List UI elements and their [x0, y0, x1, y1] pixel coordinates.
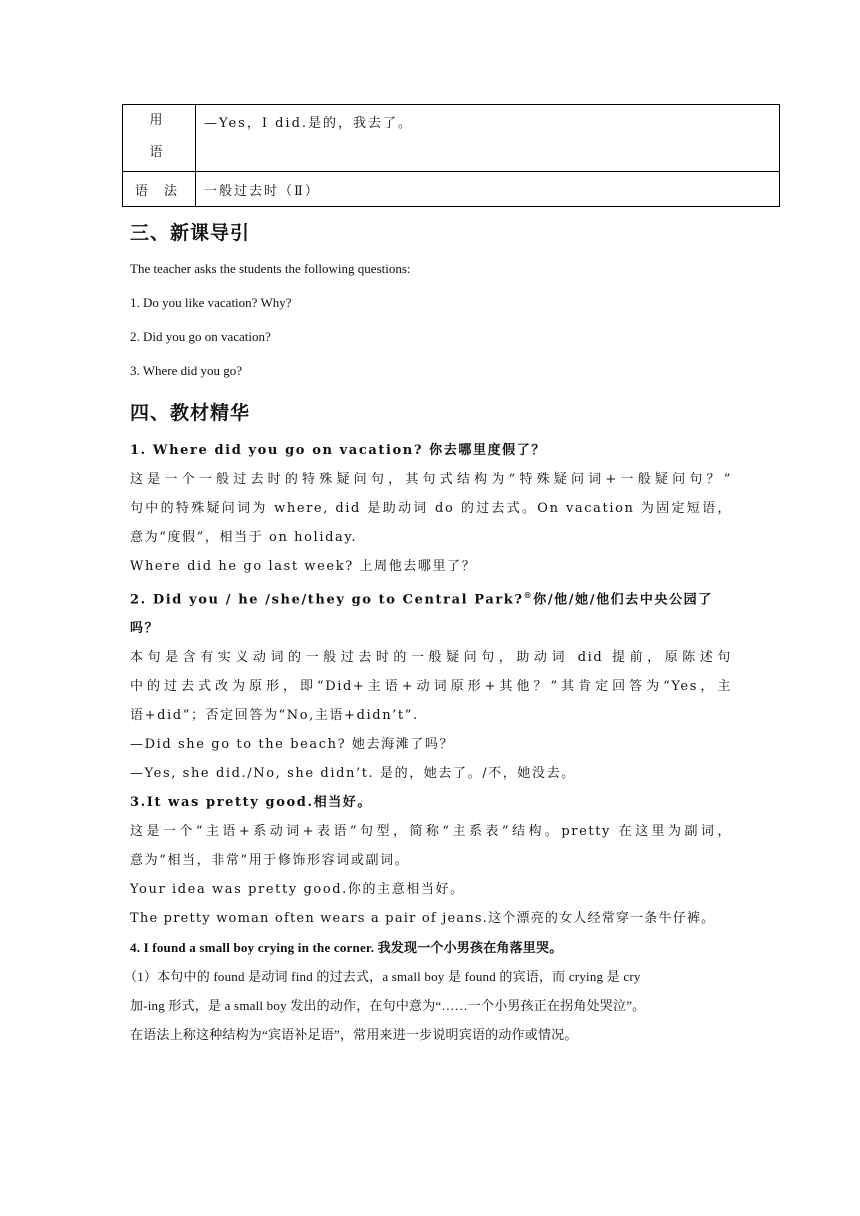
question-item: 3. Where did you go? — [130, 363, 243, 378]
item-line: 句中的特殊疑问词为 where, did 是助动词 do 的过去式。On vacation 为固定短语， — [130, 501, 732, 516]
item-title: 4. I found a small boy crying in the corner. 我发现一个小男孩在角落里哭。 — [130, 940, 563, 956]
item-title: 1. Where did you go on vacation? 你去哪里度假了？ — [130, 443, 546, 458]
question-item: 2. Did you go on vacation? — [130, 329, 271, 344]
content-block — [124, 436, 732, 1049]
item-line: —Yes, she did./No, she didn’t. 是的，她去了。/不，她没去。 — [130, 766, 576, 782]
item-line: 这是一个“主语+系动词+表语”句型，简称“主系表”结构。pretty 在这里为副词， — [130, 824, 732, 840]
item-title-cn: 你/他/她/他们去中央公园了吗？ — [130, 592, 713, 637]
item-line: 这是一个一般过去时的特殊疑问句，其句式结构为“特殊疑问词+一般疑问句？” — [130, 472, 732, 487]
item-line: 意为“相当，非常”用于修饰形容词或副词。 — [130, 853, 410, 869]
superscript-mark: ® — [523, 590, 534, 600]
question-item: 1. Do you like vacation? Why? — [130, 295, 292, 310]
table-value-cell: —Yes，I did.是的，我去了。 — [196, 105, 780, 172]
item-line: 本句是含有实义动词的一般过去时的一般疑问句，助动词 did 提前，原陈述句 — [130, 650, 732, 666]
section-heading: 三、新课导引 — [130, 222, 251, 244]
item-line: 语+did”；否定回答为“No,主语+didn’t”. — [130, 708, 419, 724]
item-line: （1）本句中的 found 是动词 find 的过去式，a small boy 是 found 的宾语，而 crying 是 cry — [124, 969, 641, 985]
item-title-en: 2. Did you / he /she/they go to Central Park? — [130, 592, 524, 608]
item-line: 在语法上称这种结构为“宾语补足语”，常用来进一步说明宾语的动作或情况。 — [130, 1027, 578, 1043]
item-line: 加-ing 形式，是 a small boy 发出的动作，在句中意为“……一个小男孩正在拐角处哭泣”。 — [130, 998, 646, 1014]
table-label-cell — [123, 105, 196, 172]
item-title: 3.It was pretty good.相当好。 — [130, 795, 372, 811]
info-table — [122, 104, 780, 207]
item-line: 意为“度假”，相当于 on holiday. — [130, 530, 358, 545]
item-line: Your idea was pretty good.你的主意相当好。 — [130, 882, 465, 898]
section-heading: 四、教材精华 — [130, 402, 251, 424]
table-value-cell: 一般过去时（Ⅱ） — [196, 172, 780, 207]
table-label-char: 语 — [149, 145, 169, 160]
item-line: 中的过去式改为原形，即“Did+主语+动词原形+其他？”其肯定回答为“Yes，主 — [130, 679, 732, 695]
item-title — [130, 581, 732, 643]
intro-text: The teacher asks the students the following questions: — [130, 261, 411, 276]
item-line: —Did she go to the beach? 她去海滩了吗？ — [130, 737, 455, 753]
item-line: Where did he go last week? 上周他去哪里了？ — [130, 559, 477, 574]
item-line: The pretty woman often wears a pair of jeans.这个漂亮的女人经常穿一条牛仔裤。 — [130, 911, 716, 927]
table-label-char: 用 — [149, 113, 169, 128]
table-row — [123, 105, 780, 172]
table-label-cell: 语 法 — [123, 172, 196, 207]
table-row — [123, 172, 780, 207]
